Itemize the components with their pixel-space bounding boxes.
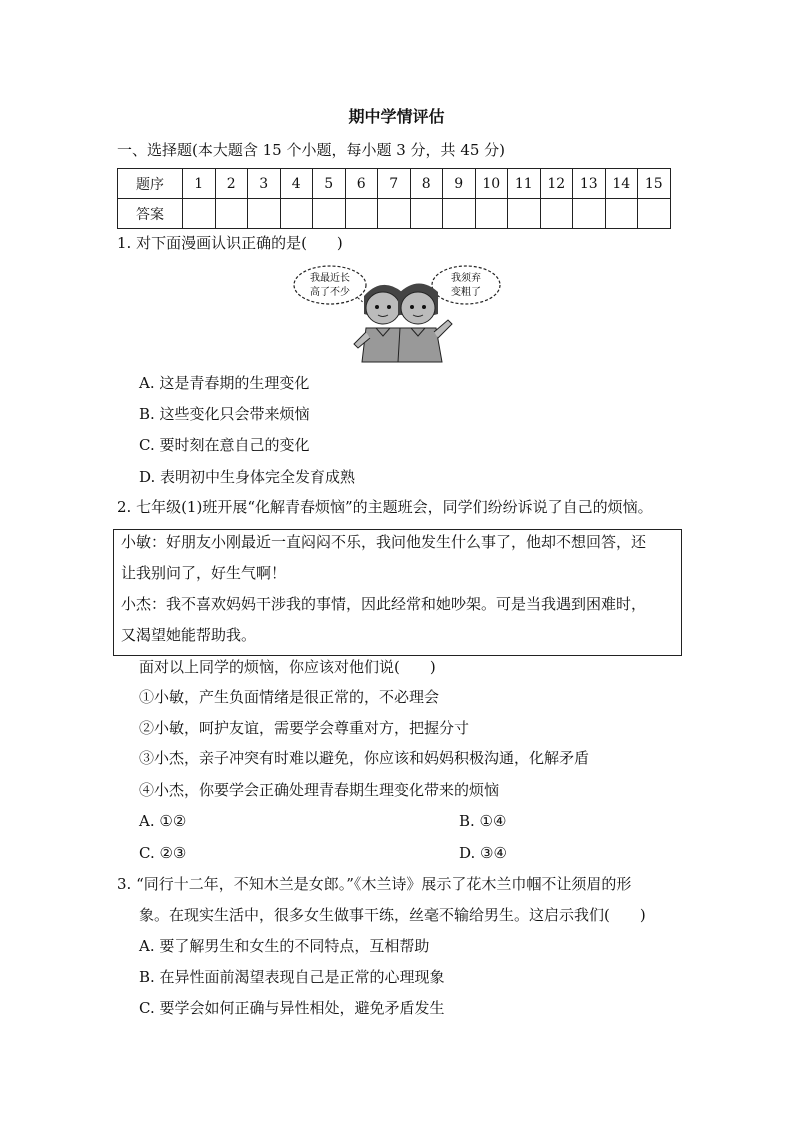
question-number: 1 <box>183 169 216 199</box>
scenario-line: 小敏：好朋友小刚最近一直闷闷不乐，我问他发生什么事了，他却不想回答，还 <box>121 533 647 551</box>
answer-cell[interactable] <box>540 199 573 229</box>
question-number: 8 <box>410 169 443 199</box>
answer-cell[interactable] <box>638 199 671 229</box>
q1-option-d[interactable]: D. 表明初中生身体完全发育成熟 <box>139 468 356 486</box>
question-2-stem: 2. 七年级(1)班开展“化解青春烦恼”的主题班会，同学们纷纷诉说了自己的烦恼。 <box>117 498 653 516</box>
answer-cell[interactable] <box>475 199 508 229</box>
table-row <box>118 169 671 199</box>
speech-bubble-left <box>294 266 370 308</box>
answer-cell[interactable] <box>183 199 216 229</box>
q3-option-c[interactable]: C. 要学会如何正确与异性相处，避免矛盾发生 <box>139 999 445 1017</box>
q1-option-c[interactable]: C. 要时刻在意自己的变化 <box>139 436 310 454</box>
question-number: 4 <box>280 169 313 199</box>
question-3-stem-line1: 3. “同行十二年，不知木兰是女郎。”《木兰诗》展示了花木兰巾帼不让须眉的形 <box>117 875 632 893</box>
question-number: 5 <box>313 169 346 199</box>
q2-question: 面对以上同学的烦恼，你应该对他们说( ) <box>139 658 436 676</box>
answer-cell[interactable] <box>280 199 313 229</box>
question-number: 14 <box>605 169 638 199</box>
q2-option-b[interactable]: B. ①④ <box>459 812 507 830</box>
question-number: 7 <box>378 169 411 199</box>
answer-cell[interactable] <box>508 199 541 229</box>
scenario-line: 又渴望她能帮助我。 <box>121 626 257 644</box>
scenario-box <box>113 529 682 656</box>
question-number: 3 <box>248 169 281 199</box>
q2-item-3: ③小杰，亲子冲突有时难以避免，你应该和妈妈积极沟通，化解矛盾 <box>139 749 590 767</box>
bubble-right-line1: 我须弃 <box>451 273 481 284</box>
question-3-stem-line2: 象。在现实生活中，很多女生做事干练，丝毫不输给男生。这启示我们( ) <box>139 906 646 924</box>
answer-cell[interactable] <box>573 199 606 229</box>
q2-option-c[interactable]: C. ②③ <box>139 844 187 862</box>
q1-option-b[interactable]: B. 这些变化只会带来烦恼 <box>139 405 310 423</box>
question-number: 13 <box>573 169 606 199</box>
question-number: 6 <box>345 169 378 199</box>
answer-cell[interactable] <box>215 199 248 229</box>
answer-cell[interactable] <box>248 199 281 229</box>
q3-option-b[interactable]: B. 在异性面前渴望表现自己是正常的心理现象 <box>139 968 445 986</box>
scenario-line: 小杰：我不喜欢妈妈干涉我的事情，因此经常和她吵架。可是当我遇到困难时， <box>121 595 647 613</box>
q3-option-a[interactable]: A. 要了解男生和女生的不同特点，互相帮助 <box>139 937 430 955</box>
question-number: 15 <box>638 169 671 199</box>
section-heading: 一、选择题(本大题含 15 个小题，每小题 3 分，共 45 分) <box>117 141 506 159</box>
question-number: 11 <box>508 169 541 199</box>
answer-cell[interactable] <box>313 199 346 229</box>
q2-item-4: ④小杰，你要学会正确处理青春期生理变化带来的烦恼 <box>139 781 500 799</box>
table-row <box>118 199 671 229</box>
row-label: 答案 <box>118 199 183 229</box>
bubble-left-line2: 高了不少 <box>310 287 350 298</box>
answer-cell[interactable] <box>443 199 476 229</box>
q2-option-d[interactable]: D. ③④ <box>459 844 507 862</box>
q2-item-1: ①小敏，产生负面情绪是很正常的，不必理会 <box>139 688 440 706</box>
comic-illustration <box>292 262 504 366</box>
boy-left-figure <box>354 285 404 362</box>
answer-cell[interactable] <box>345 199 378 229</box>
page-title: 期中学情评估 <box>348 107 445 126</box>
q2-item-2: ②小敏，呵护友谊，需要学会尊重对方，把握分寸 <box>139 719 470 737</box>
bubble-left-line1: 我最近长 <box>310 273 350 284</box>
answer-cell[interactable] <box>605 199 638 229</box>
question-number: 10 <box>475 169 508 199</box>
speech-bubble-right <box>430 266 500 308</box>
q2-option-a[interactable]: A. ①② <box>139 812 187 830</box>
bubble-right-line2: 变粗了 <box>451 287 481 298</box>
answer-cell[interactable] <box>410 199 443 229</box>
answer-cell[interactable] <box>378 199 411 229</box>
scenario-line: 让我别问了，好生气啊！ <box>121 564 287 582</box>
answer-table <box>117 168 671 229</box>
question-number: 2 <box>215 169 248 199</box>
q1-option-a[interactable]: A. 这是青春期的生理变化 <box>139 374 310 392</box>
question-number: 12 <box>540 169 573 199</box>
question-number: 9 <box>443 169 476 199</box>
question-1-stem: 1. 对下面漫画认识正确的是( ) <box>117 234 343 252</box>
row-label: 题序 <box>118 169 183 199</box>
